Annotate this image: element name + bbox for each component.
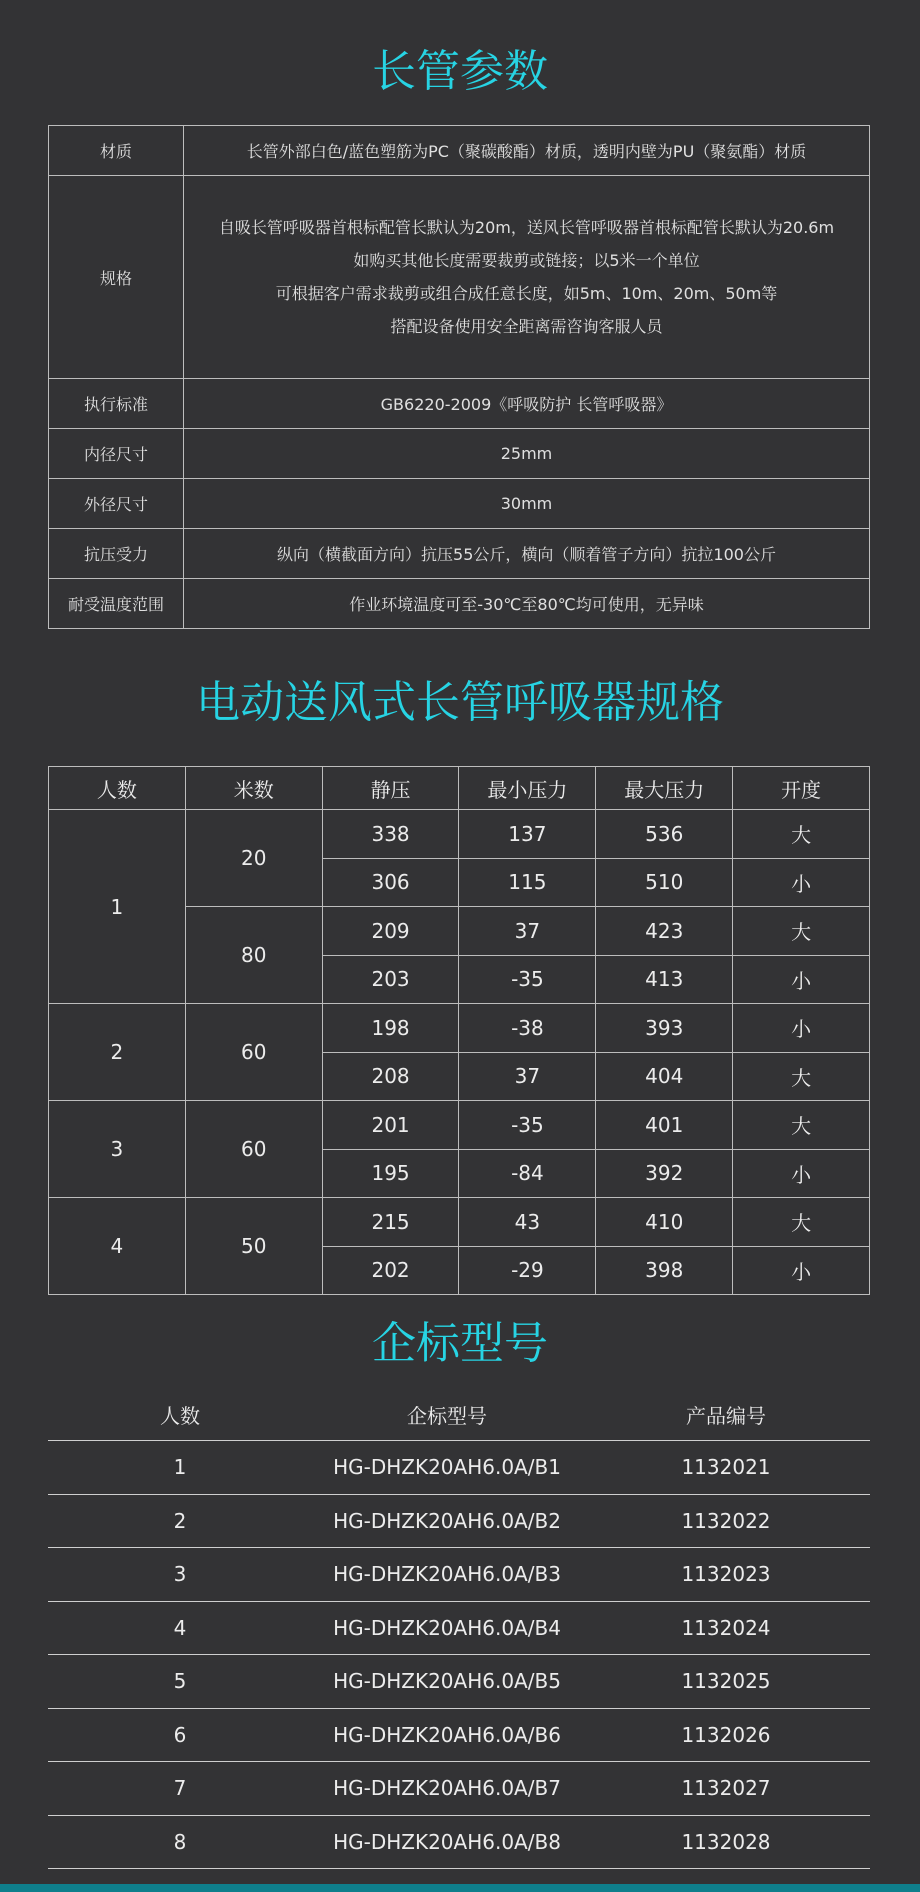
product-code-cell: 1132027 bbox=[582, 1762, 870, 1816]
min-pressure-cell: 37 bbox=[459, 907, 596, 956]
min-pressure-cell: -84 bbox=[459, 1149, 596, 1198]
opening-cell: 大 bbox=[733, 1052, 870, 1101]
models-header-row bbox=[48, 1388, 870, 1441]
static-pressure-cell: 215 bbox=[322, 1198, 459, 1247]
spec-row bbox=[49, 1198, 870, 1247]
params-title: 长管参数 bbox=[372, 46, 548, 97]
param-row-standard bbox=[49, 379, 870, 429]
models-row bbox=[48, 1601, 870, 1655]
models-header: 产品编号 bbox=[582, 1388, 870, 1441]
opening-cell: 大 bbox=[733, 810, 870, 859]
opening-cell: 小 bbox=[733, 1004, 870, 1053]
models-table bbox=[48, 1388, 870, 1869]
min-pressure-cell: -38 bbox=[459, 1004, 596, 1053]
max-pressure-cell: 398 bbox=[596, 1246, 733, 1295]
spec-row bbox=[49, 810, 870, 859]
static-pressure-cell: 198 bbox=[322, 1004, 459, 1053]
people-cell: 2 bbox=[49, 1004, 186, 1101]
static-pressure-cell: 208 bbox=[322, 1052, 459, 1101]
model-cell: HG-DHZK20AH6.0A/B7 bbox=[312, 1762, 582, 1816]
spec-header: 开度 bbox=[733, 767, 870, 810]
static-pressure-cell: 209 bbox=[322, 907, 459, 956]
models-row bbox=[48, 1548, 870, 1602]
spec-header-row bbox=[49, 767, 870, 810]
people-cell: 1 bbox=[49, 810, 186, 1004]
model-cell: HG-DHZK20AH6.0A/B2 bbox=[312, 1494, 582, 1548]
meters-cell: 60 bbox=[185, 1004, 322, 1101]
max-pressure-cell: 510 bbox=[596, 858, 733, 907]
param-label: 耐受温度范围 bbox=[49, 579, 184, 629]
meters-cell: 60 bbox=[185, 1101, 322, 1198]
param-label: 外径尺寸 bbox=[49, 479, 184, 529]
max-pressure-cell: 423 bbox=[596, 907, 733, 956]
param-row-inner-diameter bbox=[49, 429, 870, 479]
param-row-outer-diameter bbox=[49, 479, 870, 529]
min-pressure-cell: 115 bbox=[459, 858, 596, 907]
max-pressure-cell: 413 bbox=[596, 955, 733, 1004]
min-pressure-cell: -29 bbox=[459, 1246, 596, 1295]
spec-row bbox=[49, 1101, 870, 1150]
spec-header: 静压 bbox=[322, 767, 459, 810]
max-pressure-cell: 404 bbox=[596, 1052, 733, 1101]
max-pressure-cell: 393 bbox=[596, 1004, 733, 1053]
min-pressure-cell: -35 bbox=[459, 1101, 596, 1150]
model-cell: HG-DHZK20AH6.0A/B6 bbox=[312, 1708, 582, 1762]
param-label: 执行标准 bbox=[49, 379, 184, 429]
static-pressure-cell: 338 bbox=[322, 810, 459, 859]
params-table bbox=[48, 125, 870, 629]
people-cell: 7 bbox=[48, 1762, 312, 1816]
param-value: 长管外部白色/蓝色塑筋为PC（聚碳酸酯）材质，透明内壁为PU（聚氨酯）材质 bbox=[184, 126, 870, 176]
static-pressure-cell: 202 bbox=[322, 1246, 459, 1295]
models-row bbox=[48, 1441, 870, 1495]
product-code-cell: 1132024 bbox=[582, 1601, 870, 1655]
opening-cell: 小 bbox=[733, 955, 870, 1004]
param-value: 作业环境温度可至-30℃至80℃均可使用，无异味 bbox=[184, 579, 870, 629]
product-code-cell: 1132023 bbox=[582, 1548, 870, 1602]
param-value: 30mm bbox=[184, 479, 870, 529]
static-pressure-cell: 195 bbox=[322, 1149, 459, 1198]
spec-line: 如购买其他长度需要裁剪或链接；以5米一个单位 bbox=[353, 251, 700, 270]
param-value: GB6220-2009《呼吸防护 长管呼吸器》 bbox=[184, 379, 870, 429]
param-label: 内径尺寸 bbox=[49, 429, 184, 479]
max-pressure-cell: 401 bbox=[596, 1101, 733, 1150]
param-label: 规格 bbox=[49, 176, 184, 379]
models-row bbox=[48, 1762, 870, 1816]
opening-cell: 小 bbox=[733, 858, 870, 907]
spec-line: 搭配设备使用安全距离需咨询客服人员 bbox=[390, 317, 663, 336]
people-cell: 5 bbox=[48, 1655, 312, 1709]
spec-header: 人数 bbox=[49, 767, 186, 810]
product-code-cell: 1132022 bbox=[582, 1494, 870, 1548]
model-cell: HG-DHZK20AH6.0A/B1 bbox=[312, 1441, 582, 1495]
models-row bbox=[48, 1708, 870, 1762]
opening-cell: 大 bbox=[733, 1101, 870, 1150]
static-pressure-cell: 306 bbox=[322, 858, 459, 907]
min-pressure-cell: -35 bbox=[459, 955, 596, 1004]
meters-cell: 20 bbox=[185, 810, 322, 907]
people-cell: 3 bbox=[49, 1101, 186, 1198]
param-label: 材质 bbox=[49, 126, 184, 176]
model-cell: HG-DHZK20AH6.0A/B4 bbox=[312, 1601, 582, 1655]
models-header: 人数 bbox=[48, 1388, 312, 1441]
spec-header: 最大压力 bbox=[596, 767, 733, 810]
opening-cell: 小 bbox=[733, 1149, 870, 1198]
product-code-cell: 1132026 bbox=[582, 1708, 870, 1762]
spec-row bbox=[49, 1004, 870, 1053]
meters-cell: 80 bbox=[185, 907, 322, 1004]
min-pressure-cell: 137 bbox=[459, 810, 596, 859]
models-row bbox=[48, 1655, 870, 1709]
people-cell: 8 bbox=[48, 1815, 312, 1869]
spec-header: 米数 bbox=[185, 767, 322, 810]
models-row bbox=[48, 1815, 870, 1869]
spec-line: 自吸长管呼吸器首根标配管长默认为20m，送风长管呼吸器首根标配管长默认为20.6m bbox=[218, 218, 835, 237]
people-cell: 6 bbox=[48, 1708, 312, 1762]
static-pressure-cell: 201 bbox=[322, 1101, 459, 1150]
spec-header: 最小压力 bbox=[459, 767, 596, 810]
param-value: 25mm bbox=[184, 429, 870, 479]
min-pressure-cell: 43 bbox=[459, 1198, 596, 1247]
people-cell: 2 bbox=[48, 1494, 312, 1548]
max-pressure-cell: 410 bbox=[596, 1198, 733, 1247]
people-cell: 1 bbox=[48, 1441, 312, 1495]
model-cell: HG-DHZK20AH6.0A/B5 bbox=[312, 1655, 582, 1709]
opening-cell: 小 bbox=[733, 1246, 870, 1295]
static-pressure-cell: 203 bbox=[322, 955, 459, 1004]
model-cell: HG-DHZK20AH6.0A/B8 bbox=[312, 1815, 582, 1869]
model-cell: HG-DHZK20AH6.0A/B3 bbox=[312, 1548, 582, 1602]
product-code-cell: 1132028 bbox=[582, 1815, 870, 1869]
opening-cell: 大 bbox=[733, 1198, 870, 1247]
param-row-pressure bbox=[49, 529, 870, 579]
param-label: 抗压受力 bbox=[49, 529, 184, 579]
models-title: 企标型号 bbox=[372, 1318, 548, 1369]
spec-table bbox=[48, 766, 870, 1295]
min-pressure-cell: 37 bbox=[459, 1052, 596, 1101]
param-value: 纵向（横截面方向）抗压55公斤，横向（顺着管子方向）抗拉100公斤 bbox=[184, 529, 870, 579]
models-header: 企标型号 bbox=[312, 1388, 582, 1441]
param-row-temperature bbox=[49, 579, 870, 629]
spec-line: 可根据客户需求裁剪或组合成任意长度，如5m、10m、20m、50m等 bbox=[275, 284, 778, 303]
max-pressure-cell: 392 bbox=[596, 1149, 733, 1198]
param-row-material bbox=[49, 126, 870, 176]
models-row bbox=[48, 1494, 870, 1548]
people-cell: 4 bbox=[49, 1198, 186, 1295]
spec-title: 电动送风式长管呼吸器规格 bbox=[196, 677, 724, 728]
people-cell: 3 bbox=[48, 1548, 312, 1602]
people-cell: 4 bbox=[48, 1601, 312, 1655]
max-pressure-cell: 536 bbox=[596, 810, 733, 859]
product-code-cell: 1132021 bbox=[582, 1441, 870, 1495]
product-code-cell: 1132025 bbox=[582, 1655, 870, 1709]
meters-cell: 50 bbox=[185, 1198, 322, 1295]
param-value bbox=[184, 176, 870, 379]
param-row-spec bbox=[49, 176, 870, 379]
bottom-accent-bar bbox=[0, 1884, 920, 1892]
opening-cell: 大 bbox=[733, 907, 870, 956]
